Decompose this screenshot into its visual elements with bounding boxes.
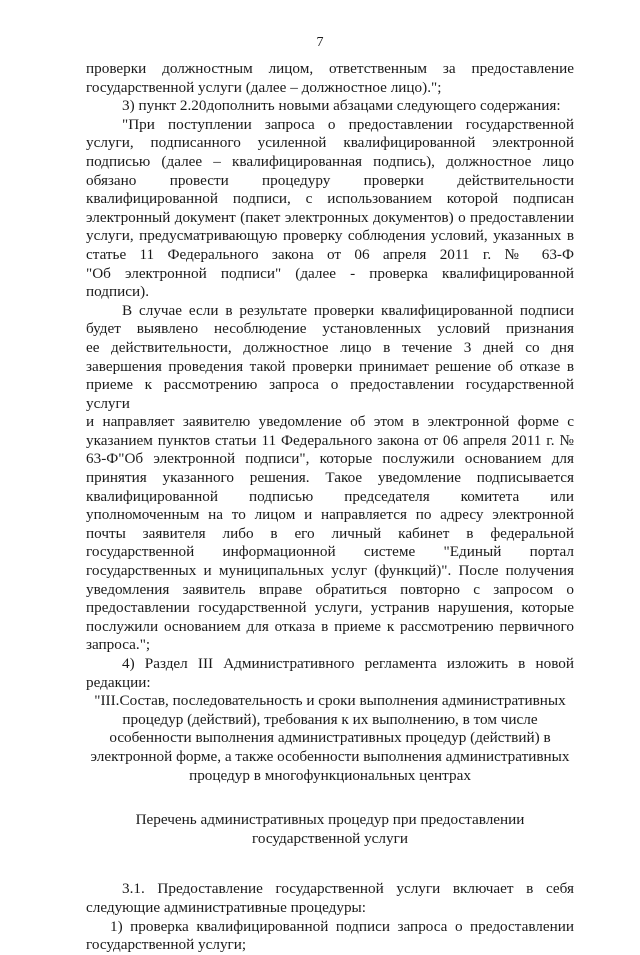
- paragraph-item-4: 4) Раздел III Административного регламента изложить в новой редакции:: [86, 655, 574, 691]
- paragraph-quote-qualified-signature: "При поступлении запроса о предоставлении государственной услуги, подписанного усиленной квалифицированной электронной подписью (далее – квалифицированная подпись), должностное лицо обязано провести процедуру проверки действительности квалифицированной подписи, с использованием которой подписан электронный документ (пакет электронных документов) о предоставлении услуги, предусматривающую проверку соблюдения условий, указанных в статье 11 Федерального закона от 06 апреля 2011 г. № 63-Ф "Об электронной подписи" (далее - проверка квалифицированной подписи).: [86, 115, 574, 301]
- spacer: [86, 785, 574, 811]
- spacer: [86, 848, 574, 880]
- subheading: Перечень административных процедур при предоставлении государственной услуги: [135, 811, 525, 847]
- clause-3-1-item-1: 1) проверка квалифицированной подписи запроса о предоставлении государственной услуги;: [86, 917, 574, 954]
- paragraph-continuation: проверки должностным лицом, ответственным за предоставление государственной услуги (далее – должностное лицо).";: [86, 60, 574, 96]
- document-body: [86, 60, 574, 955]
- paragraph-refusal-case: В случае если в результате проверки квалифицированной подписи будет выявлено несоблюдение установленных условий признания ее действительности, должностное лицо в течение 3 дней со дня завершения проведения такой проверки принимает решение об отказе в приеме к рассмотрению запроса о предоставлении государственной услуги и направляет заявителю уведомление об этом в электронной форме с указанием пунктов статьи 11 Федерального закона от 06 апреля 2011 г. № 63-Ф"Об электронной подписи", которые послужили основанием для принятия указанного решения. Такое уведомление подписывается квалифицированной подписью председателя комитета или уполномоченным на то лицом и направляется по адресу электронной почты заявителя либо в его личный кабинет в федеральной государственной информационной системе "Единый портал государственных и муниципальных услуг (функций)". После получения уведомления заявитель вправе обратиться повторно с запросом о предоставлении государственной услуги, устранив нарушения, которые послужили основанием для отказа в приеме к рассмотрению первичного запроса.";: [86, 301, 574, 654]
- section-heading: "III.Состав, последовательность и сроки выполнения административных процедур (действий), требования к их выполнению, в том числе особенности выполнения административных процедур (действий) в электронной форме, а также особенности выполнения административных процедур в многофункциональных центрах: [90, 692, 570, 784]
- page-number: 7: [316, 35, 324, 50]
- clause-3-1: 3.1. Предоставление государственной услуги включает в себя следующие административные процедуры:: [86, 880, 574, 916]
- paragraph-item-3: 3) пункт 2.20дополнить новыми абзацами следующего содержания:: [122, 97, 561, 115]
